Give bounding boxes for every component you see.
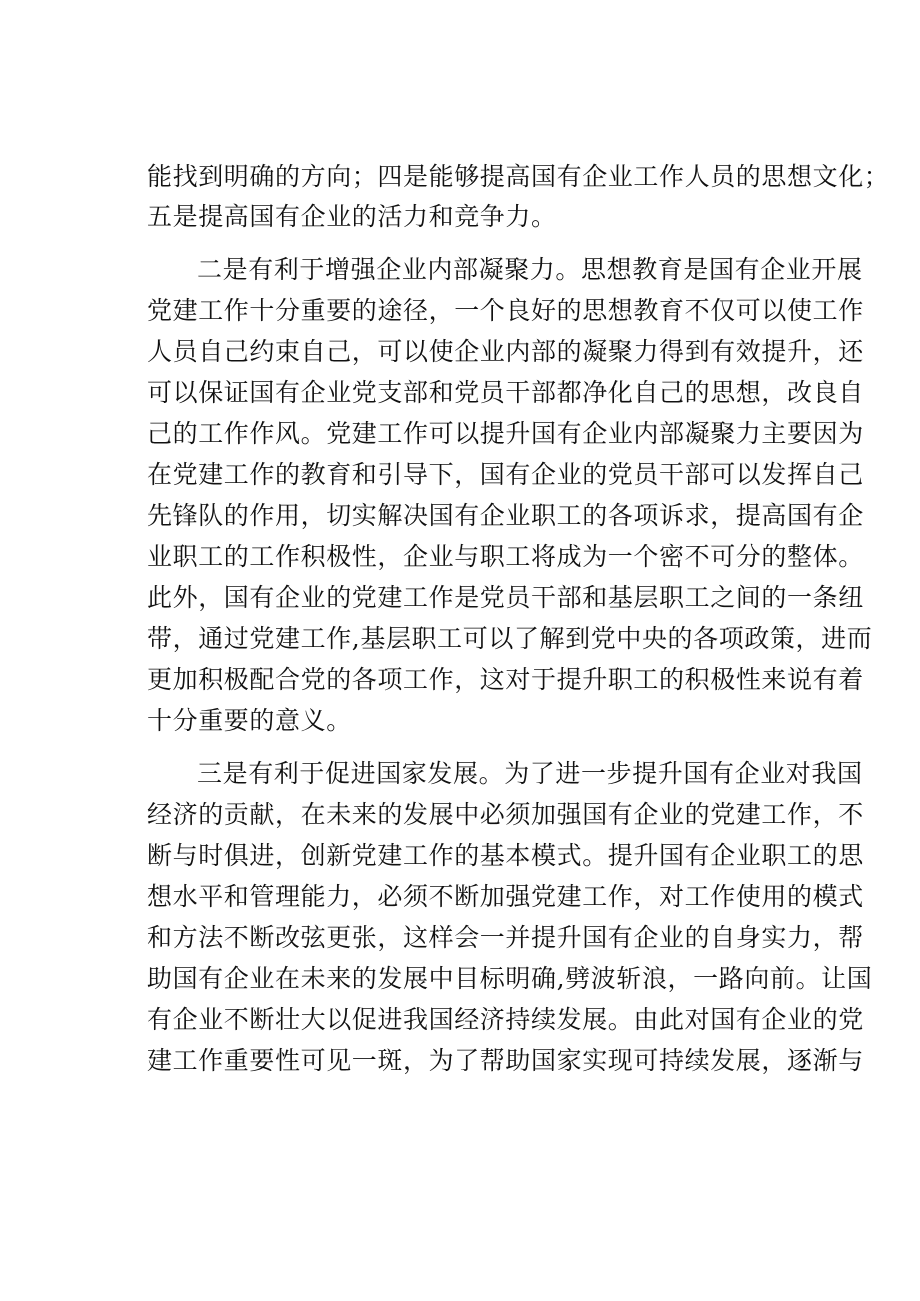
text-line: 助国有企业在未来的发展中目标明确,劈波斩浪，一路向前。让国	[147, 964, 873, 993]
text-line: 带，通过党建工作,基层职工可以了解到党中央的各项政策，进而	[147, 624, 873, 653]
text-line: 先锋队的作用，切实解决国有企业职工的各项诉求，提高国有企	[147, 501, 864, 530]
text-line: 有企业不断壮大以促进我国经济持续发展。由此对国有企业的党	[147, 1005, 864, 1034]
text-line: 建工作重要性可见一斑，为了帮助国家实现可持续发展，逐渐与	[147, 1046, 864, 1075]
paragraph-first-line: 三是有利于促进国家发展。为了进一步提升国有企业对我国	[197, 759, 863, 788]
text-line: 在党建工作的教育和引导下，国有企业的党员干部可以发挥自己	[147, 460, 864, 489]
text-line: 己的工作作风。党建工作可以提升国有企业内部凝聚力主要因为	[147, 419, 864, 448]
text-line: 想水平和管理能力，必须不断加强党建工作，对工作使用的模式	[147, 882, 864, 911]
text-line: 此外，国有企业的党建工作是党员干部和基层职工之间的一条纽	[147, 583, 864, 612]
text-line: 五是提高国有企业的活力和竞争力。	[147, 202, 557, 231]
text-line: 断与时俱进，创新党建工作的基本模式。提升国有企业职工的思	[147, 841, 864, 870]
text-line: 业职工的工作积极性，企业与职工将成为一个密不可分的整体。	[147, 542, 864, 571]
text-line: 和方法不断改弦更张，这样会一并提升国有企业的自身实力，帮	[147, 923, 864, 952]
text-line: 可以保证国有企业党支部和党员干部都净化自己的思想，改良自	[147, 378, 864, 407]
text-line: 十分重要的意义。	[147, 706, 352, 735]
text-line: 能找到明确的方向；四是能够提高国有企业工作人员的思想文化；	[147, 162, 890, 191]
text-line: 党建工作十分重要的途径，一个良好的思想教育不仅可以使工作	[147, 296, 864, 325]
text-line: 经济的贡献，在未来的发展中必须加强国有企业的党建工作，不	[147, 800, 864, 829]
paragraph-first-line: 二是有利于增强企业内部凝聚力。思想教育是国有企业开展	[197, 255, 863, 284]
text-line: 更加积极配合党的各项工作，这对于提升职工的积极性来说有着	[147, 665, 864, 694]
text-line: 人员自己约束自己，可以使企业内部的凝聚力得到有效提升，还	[147, 337, 864, 366]
